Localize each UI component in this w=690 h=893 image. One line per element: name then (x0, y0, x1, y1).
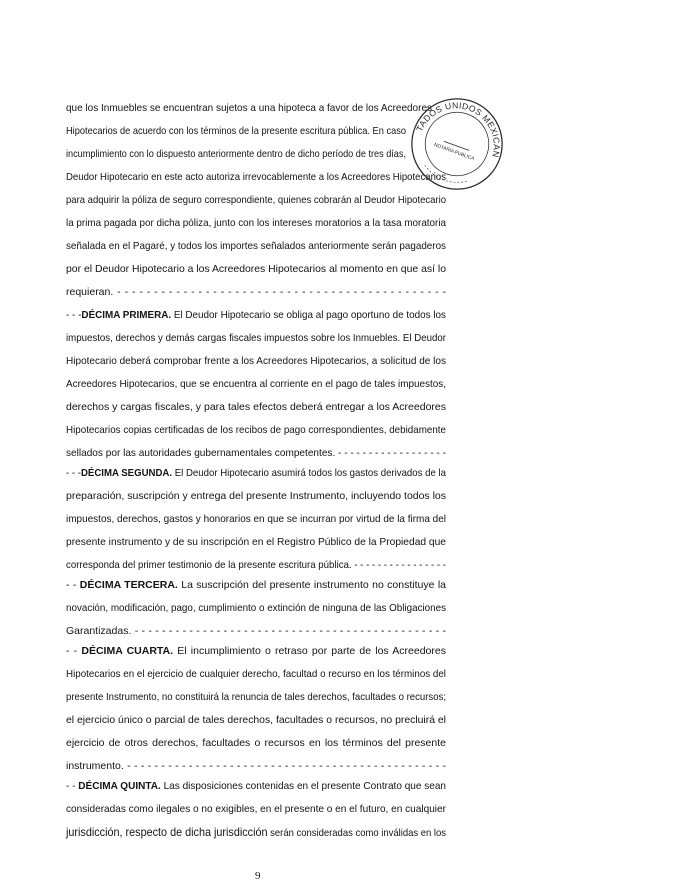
clause-text: El incumplimiento o retraso por parte de los Acreedores (173, 645, 446, 657)
document-line: Hipotecarios de acuerdo con los términos de la presente escritura pública. En caso (66, 125, 406, 137)
line-emphasis: jurisdicción, respecto de dicha jurisdicción (66, 825, 268, 839)
clause-lead: - - (66, 780, 79, 792)
document-line: Acreedores Hipotecarios, que se encuentra al corriente en el pago de tales impuestos, (66, 378, 446, 390)
clause-lead: - - - (66, 309, 82, 321)
page-number: 9 (255, 870, 261, 882)
document-line: Garantizadas. - - - - - - - - - - - - - - - - - - - - - - - - - - - - - - - - - - - - - - - - - - - - - - (66, 625, 446, 637)
document-line: impuestos, derechos y demás cargas fiscales impuestos sobre los Inmuebles. El Deudor (66, 332, 446, 344)
document-line: para adquirir la póliza de seguro correspondiente, quienes cobrarán al Deudor Hipotecario (66, 194, 446, 206)
line-text: serán consideradas como inválidas en los (267, 827, 446, 839)
document-line: Hipotecario deberá comprobar frente a los Acreedores Hipotecarios, a solicitud de los (66, 355, 446, 367)
clause-text: El Deudor Hipotecario se obliga al pago oportuno de todos los (171, 309, 446, 321)
document-line: presente Instrumento, no constituirá la renuncia de tales derechos, facultades o recursos; (66, 691, 446, 703)
clause-line (66, 304, 446, 327)
clause-text: La suscripción del presente instrumento no constituye la (177, 579, 446, 591)
document-line: la prima pagada por dicha póliza, junto con los intereses moratorios a la tasa moratoria (66, 217, 446, 229)
document-line: ejercicio de otros derechos, facultades o recursos en los términos del presente (66, 737, 446, 749)
document-line: Hipotecarios en el ejercicio de cualquier derecho, facultad o recurso en los términos del (66, 668, 446, 680)
clause-text: Las disposiciones contenidas en el presente Contrato que sean (160, 780, 446, 792)
clause-line (66, 462, 447, 485)
clause-heading: DÉCIMA SEGUNDA. (80, 467, 173, 479)
clause-line (66, 775, 446, 798)
clause-line (66, 574, 446, 597)
document-line: preparación, suscripción y entrega del presente Instrumento, incluyendo todos los (66, 490, 446, 502)
document-line: derechos y cargas fiscales, y para tales efectos deberá entregar a los Acreedores (66, 401, 446, 413)
document-line: señalada en el Pagaré, y todos los importes señalados anteriormente serán pagaderos (66, 240, 446, 252)
seal-outer-text: ESTADOS UNIDOS MEXICANOS (414, 100, 502, 159)
document-line: novación, modificación, pago, cumplimiento o extinción de ninguna de las Obligaciones (66, 602, 446, 614)
notary-seal (409, 96, 505, 192)
document-body (66, 97, 446, 844)
document-line: incumplimiento con lo dispuesto anteriormente dentro de dicho período de tres días, (66, 148, 406, 160)
clause-lead: - - (66, 645, 82, 657)
document-line: que los Inmuebles se encuentran sujetos a una hipoteca a favor de los Acreedores (66, 102, 432, 114)
document-line: sellados por las autoridades gubernamentales competentes. - - - - - - - - - - - - - - - - - - (66, 447, 446, 459)
document-line (66, 821, 446, 844)
document-line: instrumento. - - - - - - - - - - - - - - - - - - - - - - - - - - - - - - - - - - - - - - - - - - - - - - - (66, 760, 446, 772)
clause-heading: DÉCIMA QUINTA. (78, 780, 161, 792)
clause-lead: - - - (66, 467, 81, 479)
document-line: impuestos, derechos, gastos y honorarios en que se incurran por virtud de la firma del (66, 513, 446, 525)
document-line: el ejercicio único o parcial de tales derechos, facultades o recursos, no precluirá el (66, 714, 446, 726)
document-line: Hipotecarios copias certificadas de los recibos de pago correspondientes, debidamente (66, 424, 446, 436)
document-line: consideradas como ilegales o no exigibles, en el presente o en el futuro, en cualquier (66, 803, 446, 815)
seal-inner-text: NOTARIA PUBLICA (433, 142, 475, 163)
clause-text: El Deudor Hipotecario asumirá todos los gastos derivados de la (172, 467, 447, 479)
document-line: requieran. - - - - - - - - - - - - - - - - - - - - - - - - - - - - - - - - - - - - - - - - - - - - - (66, 286, 446, 298)
document-line: corresponda del primer testimonio de la presente escritura pública. - - - - - - - - - - - - - - - - (66, 559, 446, 571)
document-line: por el Deudor Hipotecario a los Acreedores Hipotecarios al momento en que así lo (66, 263, 446, 275)
document-line: presente instrumento y de su inscripción en el Registro Público de la Propiedad que (66, 536, 446, 548)
document-line: Deudor Hipotecario en este acto autoriza irrevocablemente a los Acreedores Hipotecarios (66, 171, 446, 183)
clause-heading: DÉCIMA PRIMERA. (81, 309, 172, 321)
clause-heading: DÉCIMA CUARTA. (81, 645, 174, 657)
clause-lead: - - (66, 579, 80, 591)
clause-heading: DÉCIMA TERCERA. (79, 579, 178, 591)
clause-line (66, 640, 446, 663)
